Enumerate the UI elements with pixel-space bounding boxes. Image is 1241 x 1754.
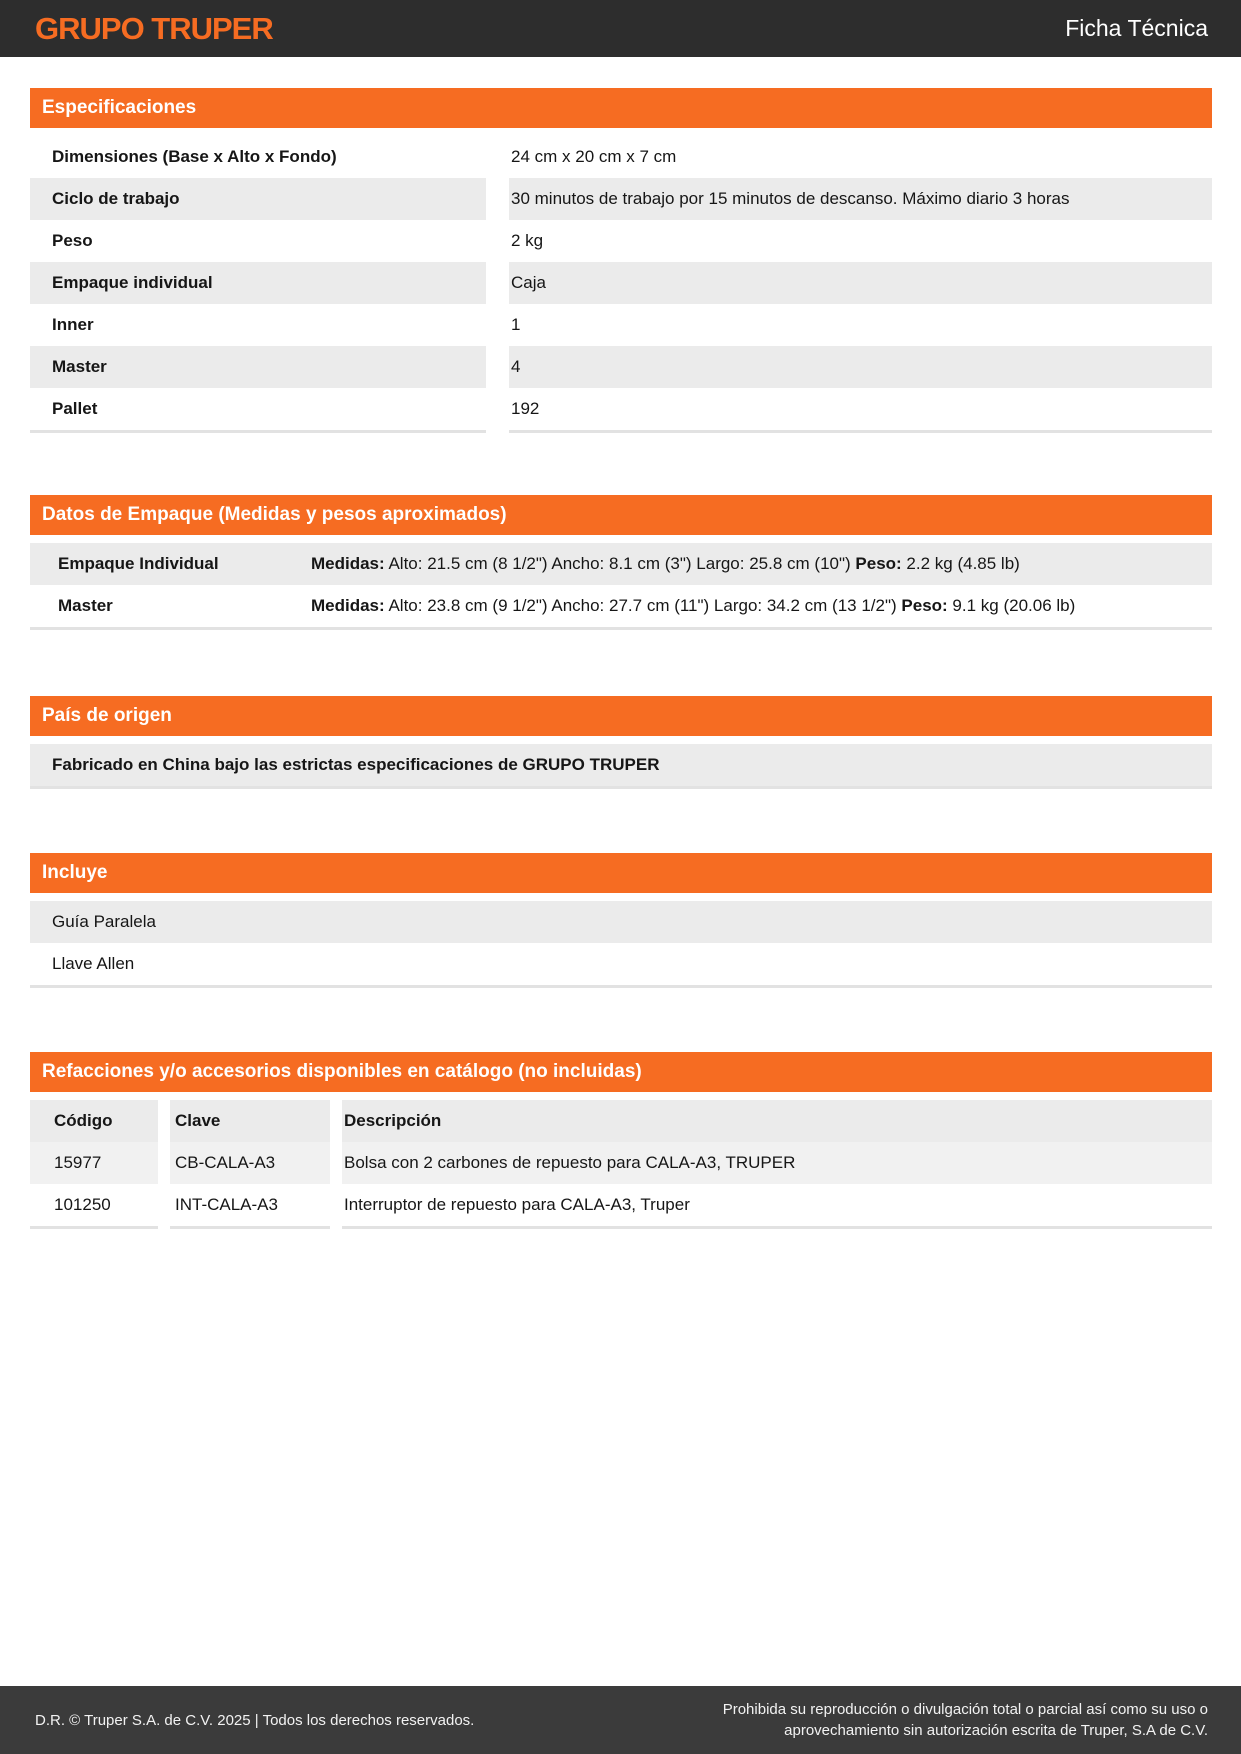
empaque-individual-row [30,543,1212,585]
empaque-row-value [311,543,1212,585]
spec-value: 24 cm x 20 cm x 7 cm [511,147,677,166]
medidas-text: Alto: 23.8 cm (9 1/2") Ancho: 27.7 cm (11") Largo: 34.2 cm (13 1/2") [384,596,902,615]
section-especificaciones [30,88,1212,433]
refaccion-descripcion: Bolsa con 2 carbones de repuesto para CALA-A3, TRUPER [342,1142,1212,1184]
medidas-text: Alto: 21.5 cm (8 1/2") Ancho: 8.1 cm (3") Largo: 25.8 cm (10") [384,554,856,573]
pais-origen-statement: Fabricado en China bajo las estrictas especificaciones de GRUPO TRUPER [30,744,1212,786]
section-datos-empaque [30,495,1212,630]
legal-notice-line2: aprovechamiento sin autorización escrita de Truper, S.A de C.V. [784,1722,1208,1739]
column-header-clave: Clave [170,1100,330,1142]
section-refacciones [30,1052,1212,1229]
copyright-text: D.R. © Truper S.A. de C.V. 2025 | Todos los derechos reservados. [35,1711,475,1729]
refaccion-codigo: 15977 [30,1142,158,1184]
empaque-row-label: Empaque Individual [58,554,219,573]
refaccion-descripcion: Interruptor de repuesto para CALA-A3, Truper [344,1195,690,1214]
spec-label: Ciclo de trabajo [30,178,486,220]
spec-label: Empaque individual [30,262,486,304]
refacciones-table [30,1100,1212,1229]
spec-label: Pallet [52,399,98,418]
spec-label: Peso [52,231,93,250]
section-header-datos-empaque: Datos de Empaque (Medidas y pesos aproximados) [30,495,1212,535]
master-row [30,585,1212,627]
table-bottom-border [30,1226,158,1229]
table-bottom-border [30,627,1212,630]
legal-notice-line1: Prohibida su reproducción o divulgación total o parcial así como su uso o [722,1701,1208,1718]
top-bar [0,0,1241,57]
section-header-incluye: Incluye [30,853,1212,893]
peso-label: Peso: [855,554,902,573]
section-header-pais-origen: País de origen [30,696,1212,736]
refaccion-codigo: 101250 [54,1195,111,1214]
empaque-row-value [311,585,1212,627]
section-header-especificaciones: Especificaciones [30,88,1212,128]
spec-value: Caja [509,262,1212,304]
spec-value: 1 [511,315,521,334]
spec-value: 4 [509,346,1212,388]
peso-label: Peso: [901,596,948,615]
medidas-label: Medidas: [311,596,385,615]
peso-text: 9.1 kg (20.06 lb) [947,596,1076,615]
section-pais-origen [30,696,1212,789]
section-header-refacciones: Refacciones y/o accesorios disponibles en catálogo (no incluidas) [30,1052,1212,1092]
peso-text: 2.2 kg (4.85 lb) [901,554,1020,573]
spec-value: 30 minutos de trabajo por 15 minutos de descanso. Máximo diario 3 horas [509,178,1212,220]
especificaciones-table [30,136,1212,433]
content-area [0,88,1241,1229]
footer-bar [0,1686,1241,1754]
table-bottom-border [509,430,1212,433]
refaccion-clave: INT-CALA-A3 [175,1195,278,1214]
spec-label: Inner [52,315,94,334]
empaque-row-label: Master [58,596,113,615]
table-bottom-border [30,985,1212,988]
column-header-descripcion: Descripción [342,1100,1212,1142]
legal-notice [723,1699,1208,1741]
table-bottom-border [30,786,1212,789]
incluye-item: Llave Allen [52,954,135,973]
document-type-title: Ficha Técnica [1065,15,1208,41]
spec-value: 2 kg [511,231,544,250]
table-bottom-border [30,430,486,433]
refaccion-clave: CB-CALA-A3 [170,1142,330,1184]
table-bottom-border [170,1226,330,1229]
spec-label: Master [30,346,486,388]
section-incluye [30,853,1212,988]
incluye-item: Guía Paralela [30,901,1212,943]
medidas-label: Medidas: [311,554,385,573]
brand-logo: GRUPO TRUPER [35,10,273,46]
column-header-codigo: Código [30,1100,158,1142]
spec-label: Dimensiones (Base x Alto x Fondo) [52,147,337,166]
spec-value: 192 [511,399,540,418]
table-bottom-border [342,1226,1212,1229]
